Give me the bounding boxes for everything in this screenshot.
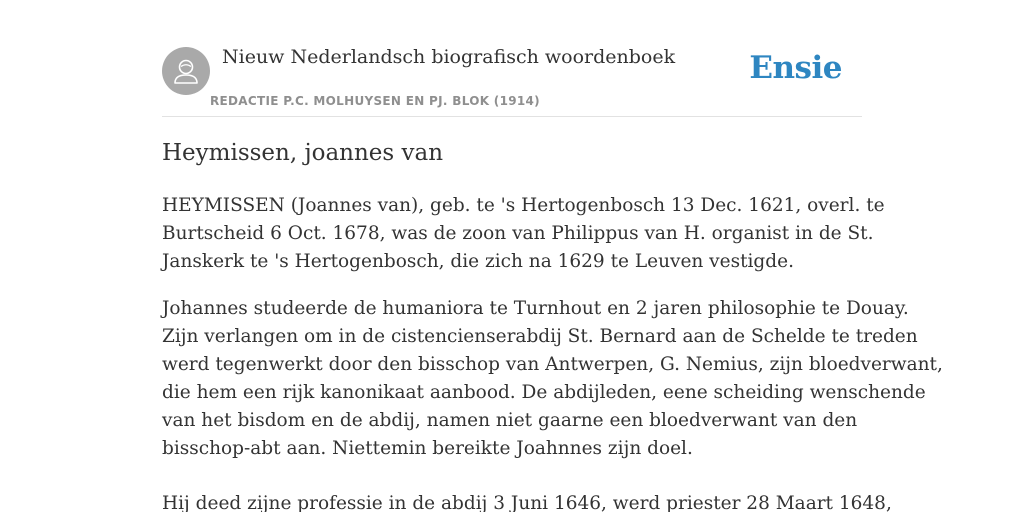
paragraph-3 [162, 490, 892, 512]
paragraph-line: bisschop-abt aan. Niettemin bereikte Joahnnes zijn doel. [162, 438, 693, 459]
paragraph-1 [162, 192, 885, 276]
paragraph-line: Zijn verlangen om in de cistencienserabdij St. Bernard aan de Schelde te treden [162, 326, 918, 347]
paragraph-line: HEYMISSEN (Joannes van), geb. te 's Hertogenbosch 13 Dec. 1621, overl. te [162, 195, 885, 216]
paragraph-line: werd tegenwerkt door den bisschop van Antwerpen, G. Nemius, zijn bloedverwant, [162, 354, 943, 375]
ensie-logo[interactable]: Ensie [749, 50, 842, 86]
paragraph-line: Hij deed zijne professie in de abdij 3 Juni 1646, werd priester 28 Maart 1648, [162, 493, 892, 512]
source-header [162, 40, 862, 117]
paragraph-line: Janskerk te 's Hertogenbosch, die zich na 1629 te Leuven vestigde. [162, 251, 794, 272]
source-title[interactable]: Nieuw Nederlandsch biografisch woordenboek [222, 46, 676, 68]
paragraph-line: Burtscheid 6 Oct. 1678, was de zoon van Philippus van H. organist in de St. [162, 223, 874, 244]
avatar[interactable] [162, 47, 210, 95]
user-icon [162, 47, 210, 95]
paragraph-line: van het bisdom en de abdij, namen niet gaarne een bloedverwant van den [162, 410, 858, 431]
article-title: Heymissen, joannes van [162, 140, 444, 166]
paragraph-2 [162, 295, 943, 463]
paragraph-line: die hem een rijk kanonikaat aanbood. De abdijleden, eene scheiding wenschende [162, 382, 926, 403]
paragraph-line: Johannes studeerde de humaniora te Turnhout en 2 jaren philosophie te Douay. [162, 298, 909, 319]
source-editors: REDACTIE P.C. MOLHUYSEN EN PJ. BLOK (1914) [210, 94, 540, 108]
